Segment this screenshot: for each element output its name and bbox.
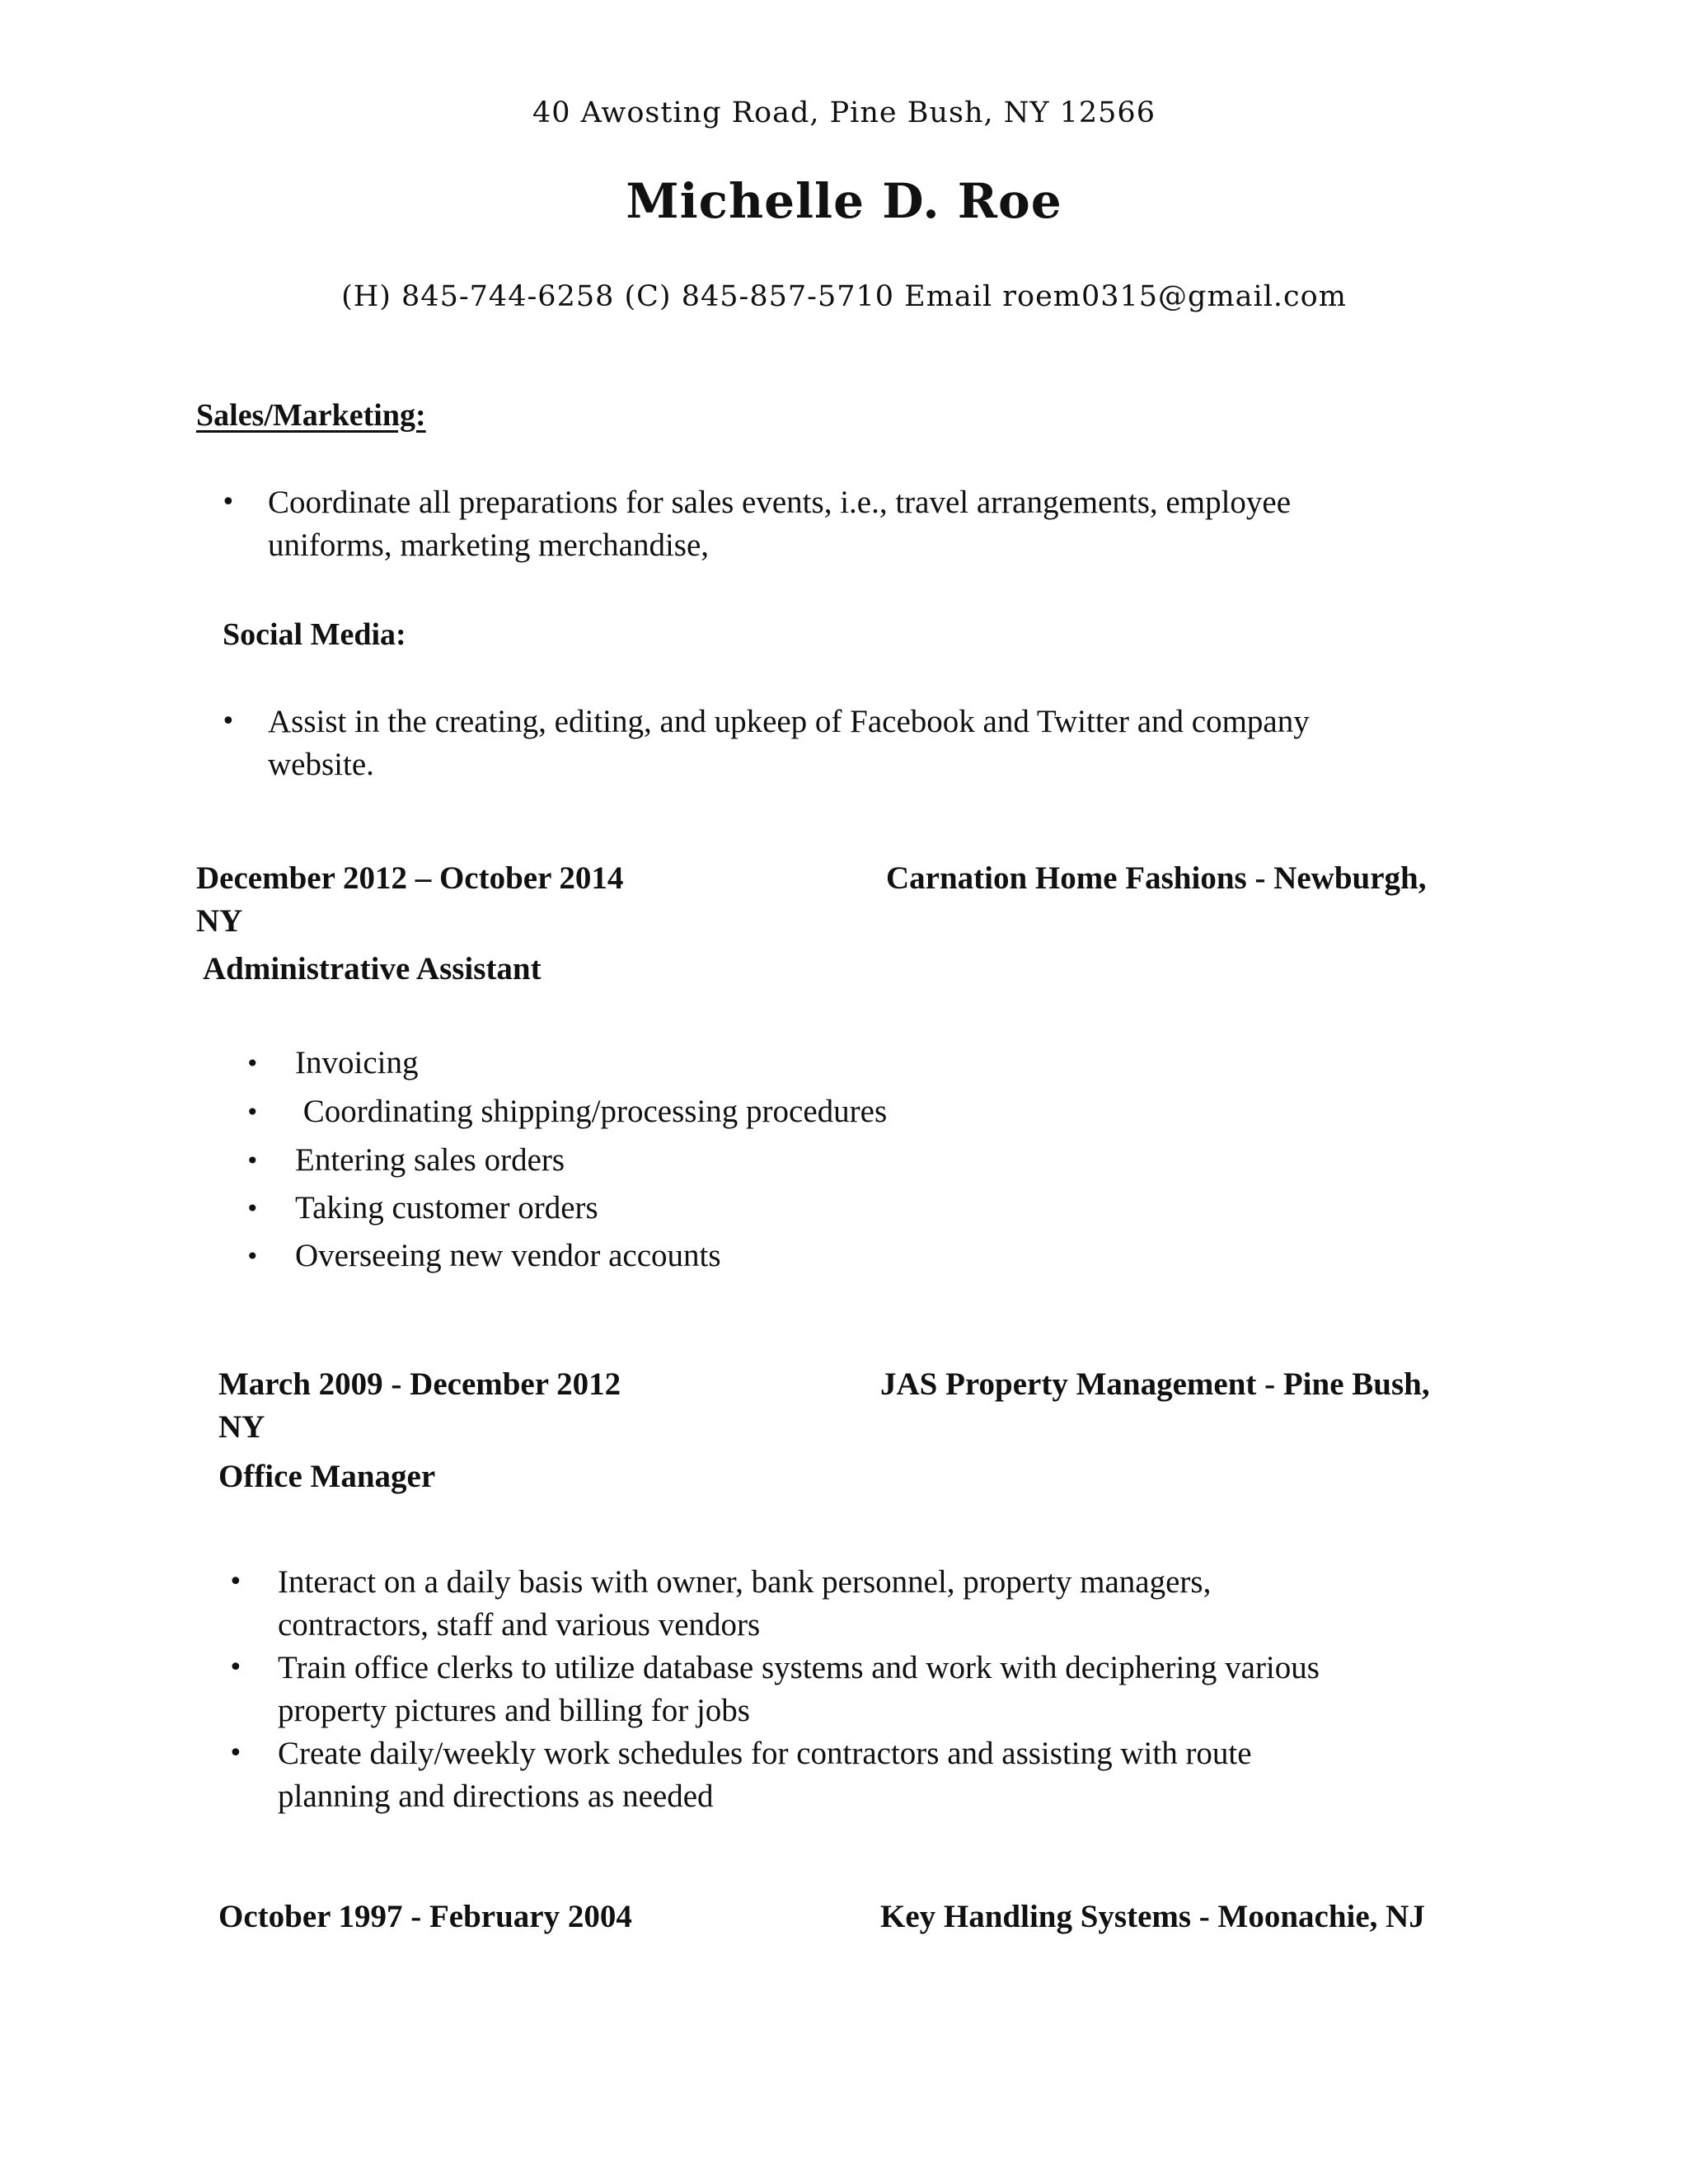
job2-company-continued: NY <box>218 1409 265 1445</box>
job1-company-continued: NY <box>196 903 243 939</box>
job1-title: Administrative Assistant <box>203 951 542 987</box>
job1-company: Carnation Home Fashions - Newburgh, <box>886 860 1427 896</box>
social-bullet-line-1: Assist in the creating, editing, and upkeep of Facebook and Twitter and company <box>268 704 1310 739</box>
bullet-marker: • <box>228 1653 243 1682</box>
sales-bullet-line-1: Coordinate all preparations for sales events, i.e., travel arrangements, employee <box>268 485 1292 520</box>
social-bullet-line-2: website. <box>268 747 374 782</box>
job2-duty-3-line-1: Create daily/weekly work schedules for contractors and assisting with route <box>278 1736 1252 1771</box>
address-line: 40 Awosting Road, Pine Bush, NY 12566 <box>532 96 1156 129</box>
job2-duty-2-line-1: Train office clerks to utilize database systems and work with deciphering various <box>278 1650 1320 1685</box>
job2-dates: March 2009 - December 2012 <box>218 1366 621 1402</box>
job1-duty-3: Entering sales orders <box>295 1142 565 1178</box>
bullet-marker: • <box>246 1147 260 1174</box>
job2-duty-1-line-2: contractors, staff and various vendors <box>278 1607 761 1643</box>
job3-company: Key Handling Systems - Moonachie, NJ <box>880 1899 1425 1934</box>
job2-duty-2-line-2: property pictures and billing for jobs <box>278 1693 750 1728</box>
job1-duty-5: Overseeing new vendor accounts <box>295 1238 721 1273</box>
bullet-marker: • <box>246 1050 260 1077</box>
contact-line: (H) 845-744-6258 (C) 845-857-5710 Email roem0315@gmail.com <box>341 280 1347 313</box>
sales-bullet-line-2: uniforms, marketing merchandise, <box>268 527 710 563</box>
bullet-marker: • <box>228 1739 243 1768</box>
job1-duty-1: Invoicing <box>295 1045 419 1080</box>
bullet-marker: • <box>246 1099 260 1126</box>
job1-duty-4: Taking customer orders <box>295 1190 598 1226</box>
social-media-heading: Social Media: <box>223 617 406 652</box>
sales-marketing-heading: Sales/Marketing: <box>196 398 426 433</box>
job2-company: JAS Property Management - Pine Bush, <box>880 1366 1430 1402</box>
candidate-name: Michelle D. Roe <box>626 173 1062 229</box>
job2-title: Office Manager <box>218 1459 436 1494</box>
job2-duty-3-line-2: planning and directions as needed <box>278 1779 714 1814</box>
bullet-marker: • <box>246 1195 260 1222</box>
job2-duty-1-line-1: Interact on a daily basis with owner, bank personnel, property managers, <box>278 1564 1212 1600</box>
bullet-marker: • <box>246 1243 260 1270</box>
job1-dates: December 2012 – October 2014 <box>196 860 624 896</box>
job1-duty-2: Coordinating shipping/processing procedures <box>295 1094 888 1129</box>
bullet-marker: • <box>221 707 236 736</box>
job3-dates: October 1997 - February 2004 <box>218 1899 632 1934</box>
bullet-marker: • <box>221 488 236 517</box>
bullet-marker: • <box>228 1568 243 1596</box>
